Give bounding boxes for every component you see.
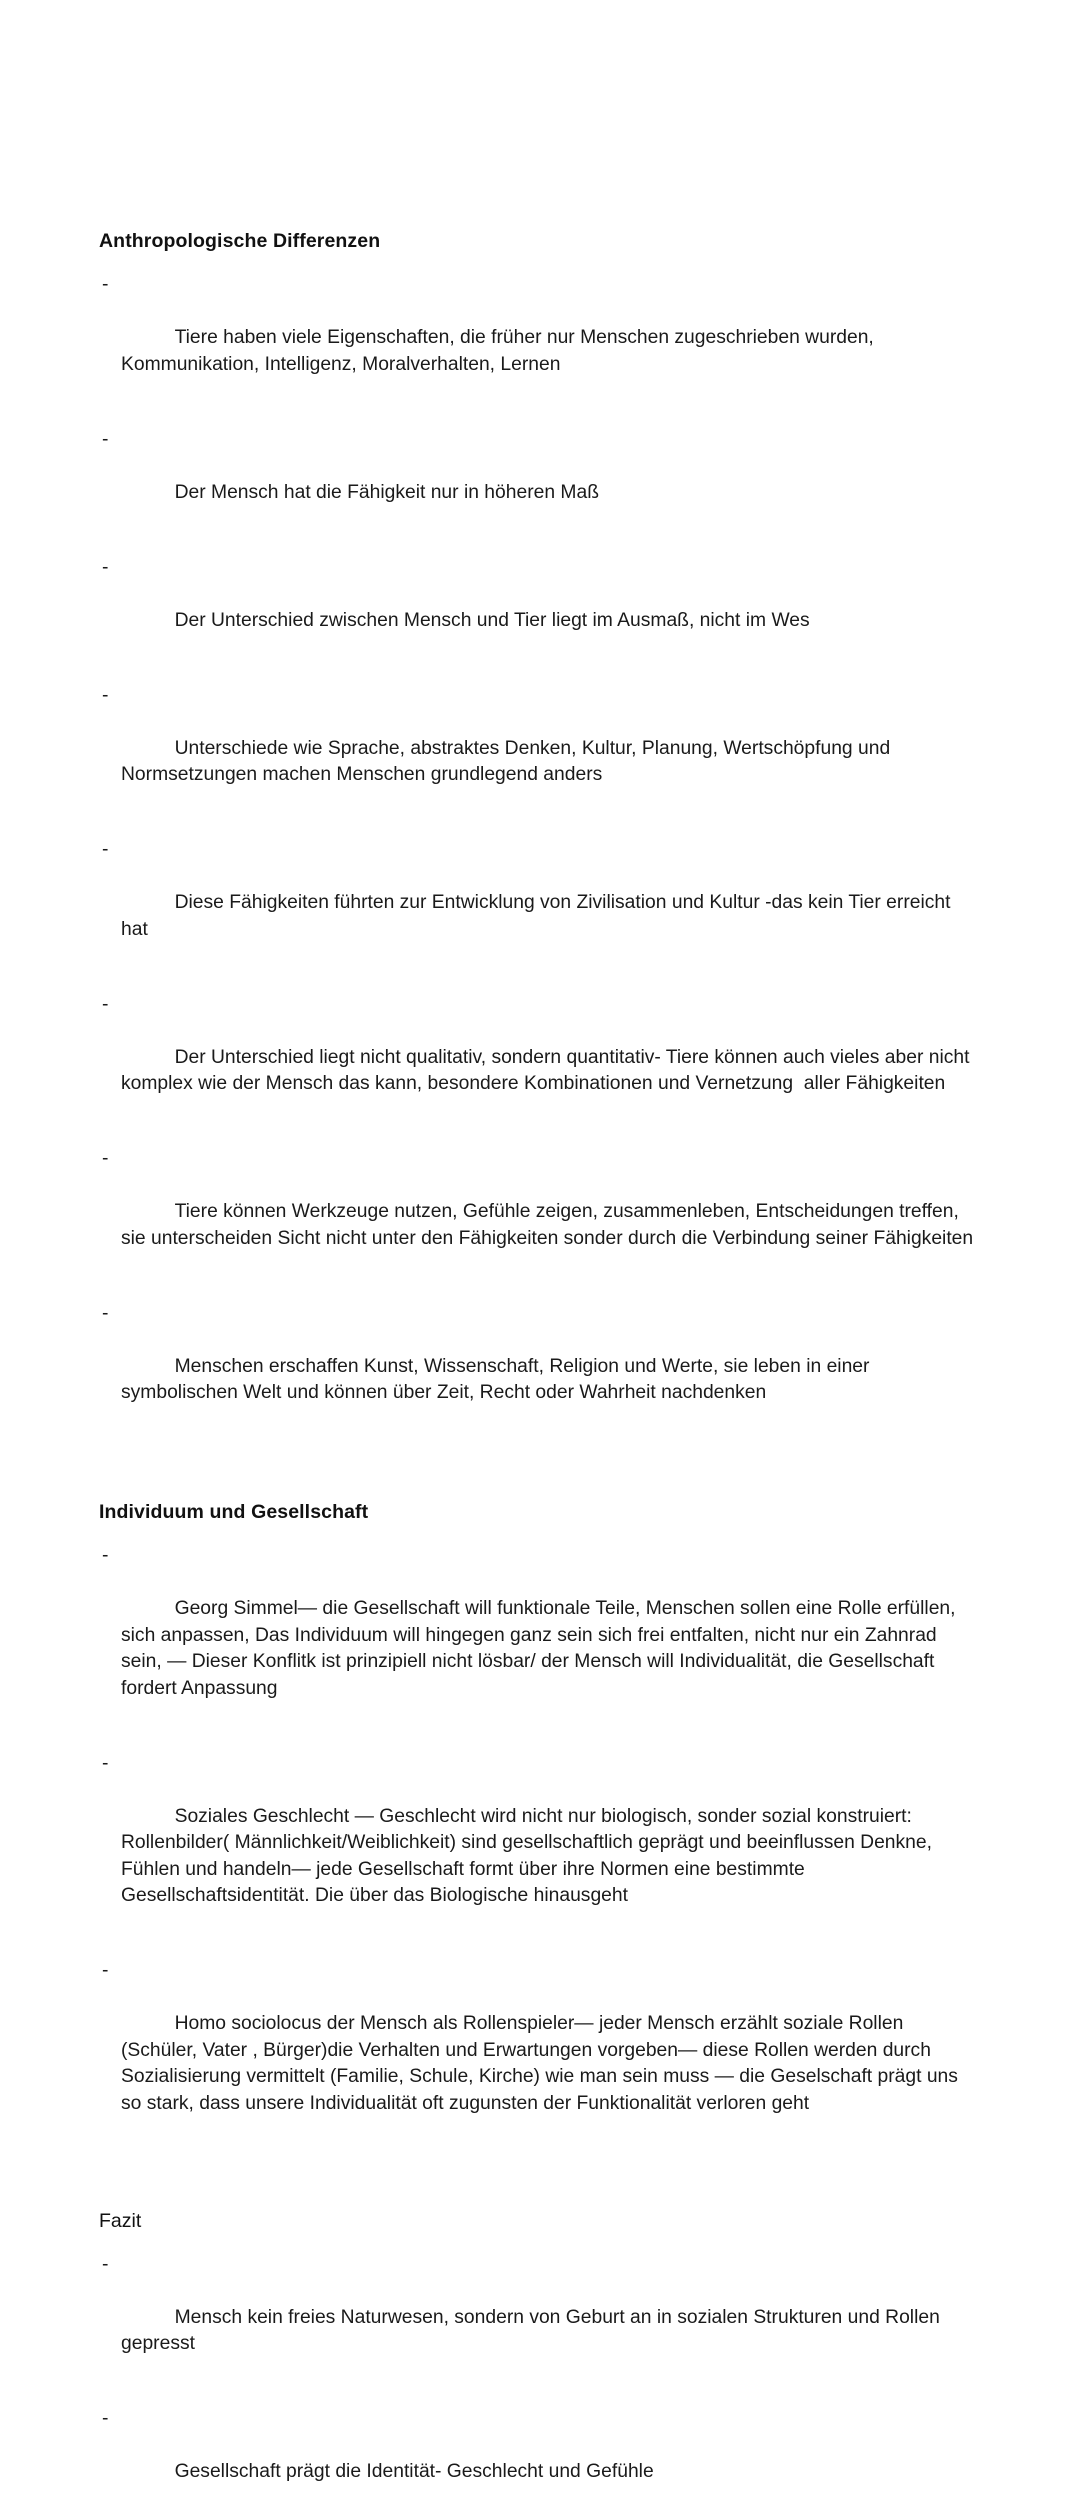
bullet-list-fazit: [99, 2252, 979, 2512]
bullet-dash-icon: -: [102, 1751, 108, 1778]
list-item: [99, 2252, 979, 2385]
list-item-text: Georg Simmel— die Gesellschaft will funktionale Teile, Menschen sollen eine Rolle erfüllen, sich anpassen, Das Individuum will hingegen ganz sein sich frei entfalten, nicht nur ein Zahnrad sein, — Dieser Konflitk ist prinzipiell nicht lösbar/ der Mensch will Individualität, die Gesellschaft fordert Anpassung: [121, 1598, 961, 1699]
list-item: [99, 1958, 979, 2144]
bullet-list-anthropologische-differenzen: [99, 272, 979, 1433]
bullet-dash-icon: -: [102, 272, 108, 299]
list-item-text: Diese Fähigkeiten führten zur Entwicklung von Zivilisation und Kultur -das kein Tier erreicht hat: [121, 892, 956, 940]
list-item: [99, 1301, 979, 1434]
bullet-dash-icon: -: [102, 1146, 108, 1173]
section-spacer: [99, 2144, 979, 2208]
list-item: [99, 1751, 979, 1937]
bullet-dash-icon: -: [102, 427, 108, 454]
section-anthropologische-differenzen: [99, 228, 979, 1433]
bullet-dash-icon: -: [102, 555, 108, 582]
section-fazit: [99, 2208, 979, 2512]
bullet-dash-icon: -: [102, 1543, 108, 1570]
list-item-text: Mensch kein freies Naturwesen, sondern von Geburt an in sozialen Strukturen und Rollen gepresst: [121, 2307, 945, 2355]
bullet-dash-icon: -: [102, 992, 108, 1019]
list-item-text: Unterschiede wie Sprache, abstraktes Denken, Kultur, Planung, Wertschöpfung und Normsetzungen machen Menschen grundlegend anders: [121, 738, 896, 786]
list-item-text: Tiere haben viele Eigenschaften, die früher nur Menschen zugeschrieben wurden, Kommunikation, Intelligenz, Moralverhalten, Lernen: [121, 327, 879, 375]
list-item-text: Tiere können Werkzeuge nutzen, Gefühle zeigen, zusammenleben, Entscheidungen treffen, sie unterscheiden Sicht nicht unter den Fähigkeiten sonder durch die Verbindung seiner Fähigkeiten: [121, 1201, 973, 1249]
list-item: [99, 992, 979, 1125]
list-item-text: Der Mensch hat die Fähigkeit nur in höheren Maß: [175, 482, 599, 503]
bullet-dash-icon: -: [102, 1958, 108, 1985]
list-item: [99, 427, 979, 533]
bullet-list-individuum-und-gesellschaft: [99, 1543, 979, 2144]
list-item-text: Der Unterschied liegt nicht qualitativ, sondern quantitativ- Tiere können auch vieles aber nicht komplex wie der Mensch das kann, besondere Kombinationen und Vernetzung aller Fähigkeiten: [121, 1047, 975, 1095]
document-content: [99, 228, 979, 2512]
section-heading-individuum-und-gesellschaft: Individuum und Gesellschaft: [99, 1499, 979, 1525]
list-item: [99, 1543, 979, 1729]
section-heading-anthropologische-differenzen: Anthropologische Differenzen: [99, 228, 979, 254]
bullet-dash-icon: -: [102, 837, 108, 864]
section-spacer: [99, 1433, 979, 1499]
list-item: [99, 837, 979, 970]
list-item-text: Menschen erschaffen Kunst, Wissenschaft, Religion und Werte, sie leben in einer symbolischen Welt und können über Zeit, Recht oder Wahrheit nachdenken: [121, 1356, 875, 1404]
list-item: [99, 555, 979, 661]
section-heading-fazit: Fazit: [99, 2208, 979, 2234]
bullet-dash-icon: -: [102, 2406, 108, 2433]
list-item: [99, 272, 979, 405]
list-item: [99, 2406, 979, 2512]
list-item-text: Der Unterschied zwischen Mensch und Tier liegt im Ausmaß, nicht im Wes: [175, 610, 810, 631]
list-item-text: Gesellschaft prägt die Identität- Geschlecht und Gefühle: [175, 2461, 654, 2482]
section-individuum-und-gesellschaft: [99, 1499, 979, 2144]
list-item: [99, 1146, 979, 1279]
list-item: [99, 683, 979, 816]
bullet-dash-icon: -: [102, 1301, 108, 1328]
list-item-text: Soziales Geschlecht — Geschlecht wird nicht nur biologisch, sonder sozial konstruiert: Rollenbilder( Männlichkeit/Weiblichkeit) sind gesellschaftlich geprägt und beeinflussen Denkne, Fühlen und handeln— jede Gesellschaft formt über ihre Normen eine bestimmte Gesellschaftsidentität. Die über das Biologische hinausgeht: [121, 1806, 937, 1907]
list-item-text: Homo sociolocus der Mensch als Rollenspieler— jeder Mensch erzählt soziale Rollen (Schüler, Vater , Bürger)die Verhalten und Erwartungen vorgeben— diese Rollen werden durch Sozialisierung vermittelt (Familie, Schule, Kirche) wie man sein muss — die Geselschaft prägt uns so stark, dass unsere Individualität oft zugunsten der Funktionalität verloren geht: [121, 2013, 963, 2114]
bullet-dash-icon: -: [102, 683, 108, 710]
bullet-dash-icon: -: [102, 2252, 108, 2279]
